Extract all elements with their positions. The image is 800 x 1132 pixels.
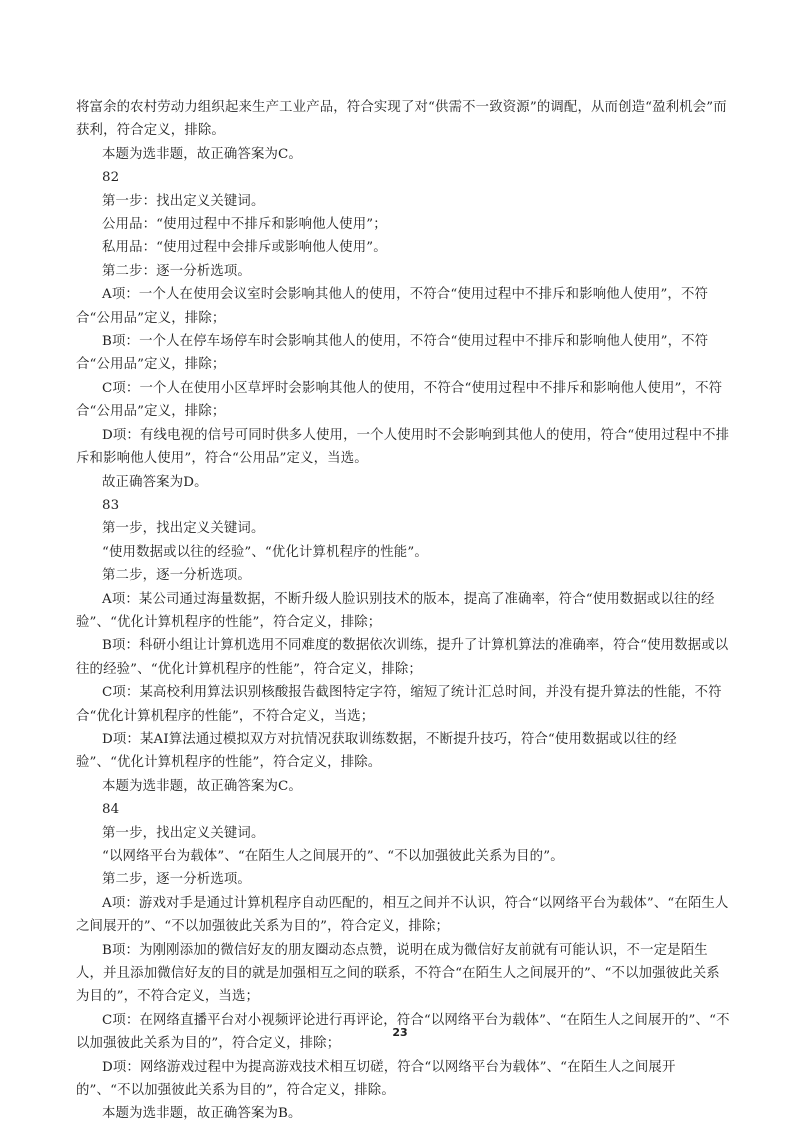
- paragraph: 第一步，找出定义关键词。: [102, 825, 265, 841]
- paragraph: A项：一个人在使用会议室时会影响其他人的使用，不符合“使用过程中不排斥和影响他人使用”，不符合“公用品”定义，排除；: [76, 287, 709, 326]
- paragraph: 第一步，找出定义关键词。: [102, 521, 265, 537]
- paragraph: 第二步：逐一分析选项。: [102, 263, 251, 279]
- paragraph: 82: [102, 170, 120, 186]
- paragraph: 将富余的农村劳动力组织起来生产工业产品，符合实现了对“供需不一致资源”的调配，从而创造“盈利机会”而获利，符合定义，排除。: [76, 100, 727, 139]
- paragraph: B项：一个人在停车场停车时会影响其他人的使用，不符合“使用过程中不排斥和影响他人使用”，不符合“公用品”定义，排除；: [76, 334, 709, 373]
- paragraph: B项：科研小组让计算机选用不同难度的数据依次训练，提升了计算机算法的准确率，符合“使用数据或以往的经验”、“优化计算机程序的性能”，符合定义，排除；: [76, 638, 729, 677]
- paragraph: 私用品：“使用过程中会排斥或影响他人使用”。: [102, 240, 387, 256]
- paragraph: 故正确答案为D。: [102, 474, 208, 490]
- paragraph: C项：一个人在使用小区草坪时会影响其他人的使用，不符合“使用过程中不排斥和影响他人使用”，不符合“公用品”定义，排除；: [76, 380, 723, 420]
- paragraph: 公用品：“使用过程中不排斥和影响他人使用”；: [102, 217, 387, 233]
- paragraph: C项：在网络直播平台对小视频评论进行再评论，符合“以网络平台为载体”、“在陌生人之间展开的”、“不以加强彼此关系为目的”，符合定义，排除；: [76, 1012, 730, 1052]
- paragraph: “以网络平台为载体”、“在陌生人之间展开的”、“不以加强彼此关系为目的”。: [102, 849, 564, 864]
- paragraph: D项：某AI算法通过模拟双方对抗情况获取训练数据，不断提升技巧，符合“使用数据或以往的经验”、“优化计算机程序的性能”，符合定义，排除。: [76, 731, 677, 771]
- page-number: 23: [392, 1026, 408, 1039]
- paragraph: B项：为刚刚添加的微信好友的朋友圈动态点赞，说明在成为微信好友前就有可能认识，不一定是陌生人，并且添加微信好友的目的就是加强相互之间的联系，不符合“在陌生人之间展开的”、“不以加强彼此关系为目的”，不符合定义，当选；: [76, 942, 720, 1005]
- paragraph: 83: [102, 497, 120, 513]
- paragraph: 第二步，逐一分析选项。: [102, 872, 251, 888]
- paragraph: C项：某高校利用算法识别核酸报告截图特定字符，缩短了统计汇总时间，并没有提升算法的性能，不符合“优化计算机程序的性能”，不符合定义，当选；: [76, 685, 722, 724]
- paragraph: 第一步：找出定义关键词。: [102, 193, 265, 209]
- paragraph: A项：游戏对手是通过计算机程序自动匹配的，相互之间并不认识，符合“以网络平台为载体”、“在陌生人之间展开的”、“不以加强彼此关系为目的”，符合定义，排除；: [76, 895, 729, 935]
- paragraph: 本题为选非题，故正确答案为C。: [102, 778, 302, 794]
- paragraph: “使用数据或以往的经验”、“优化计算机程序的性能”。: [102, 544, 428, 560]
- paragraph: 84: [102, 802, 120, 818]
- paragraph: D项：网络游戏过程中为提高游戏技术相互切磋，符合“以网络平台为载体”、“在陌生人之间展开的”、“不以加强彼此关系为目的”，符合定义，排除。: [76, 1059, 676, 1099]
- paragraph: 本题为选非题，故正确答案为C。: [102, 146, 302, 162]
- paragraph: A项：某公司通过海量数据，不断升级人脸识别技术的版本，提高了准确率，符合“使用数据或以往的经验”、“优化计算机程序的性能”，符合定义，排除；: [76, 591, 715, 630]
- paragraph: 第二步，逐一分析选项。: [102, 568, 251, 584]
- document-body: [76, 96, 730, 1126]
- paragraph: 本题为选非题，故正确答案为B。: [102, 1106, 302, 1122]
- paragraph: D项：有线电视的信号可同时供多人使用，一个人使用时不会影响到其他人的使用，符合“使用过程中不排斥和影响他人使用”，符合“公用品”定义，当选。: [76, 427, 730, 467]
